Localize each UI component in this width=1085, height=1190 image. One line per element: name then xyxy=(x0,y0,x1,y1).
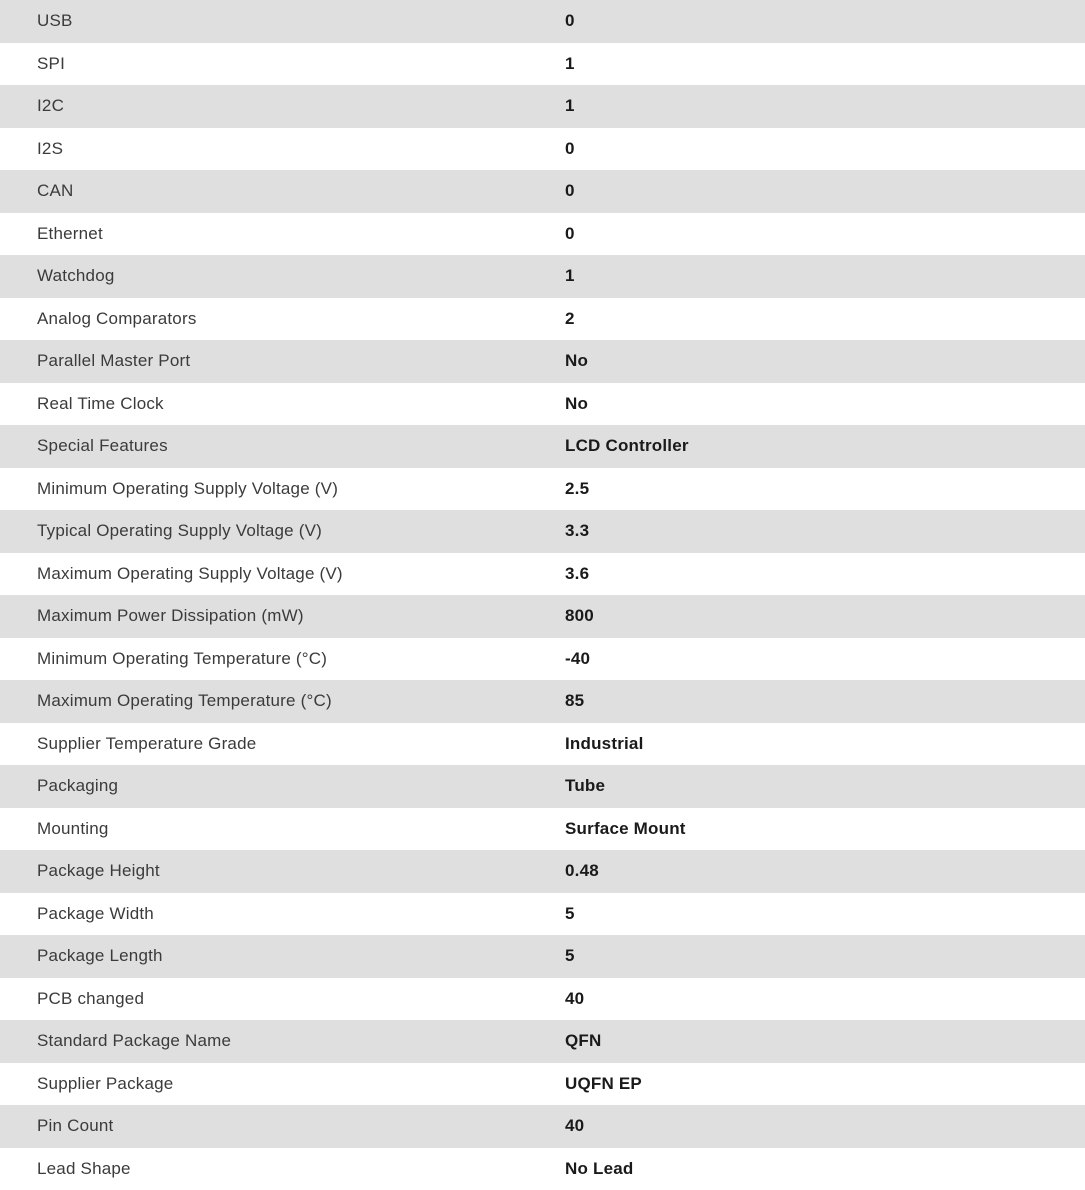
spec-label: Standard Package Name xyxy=(0,1031,565,1051)
spec-label: Lead Shape xyxy=(0,1159,565,1179)
spec-row xyxy=(0,510,1085,553)
spec-label: Analog Comparators xyxy=(0,309,565,329)
spec-value: 85 xyxy=(565,691,584,711)
spec-value: 2.5 xyxy=(565,479,589,499)
spec-value: 0 xyxy=(565,139,575,159)
spec-value: 40 xyxy=(565,989,584,1009)
spec-row xyxy=(0,595,1085,638)
spec-label: Package Length xyxy=(0,946,565,966)
spec-label: USB xyxy=(0,11,565,31)
spec-row xyxy=(0,468,1085,511)
spec-value: Surface Mount xyxy=(565,819,686,839)
spec-row xyxy=(0,1063,1085,1106)
spec-value: LCD Controller xyxy=(565,436,689,456)
spec-row xyxy=(0,0,1085,43)
spec-value: -40 xyxy=(565,649,590,669)
spec-row xyxy=(0,680,1085,723)
spec-row xyxy=(0,850,1085,893)
spec-label: Supplier Package xyxy=(0,1074,565,1094)
spec-value: Tube xyxy=(565,776,605,796)
spec-label: PCB changed xyxy=(0,989,565,1009)
spec-row xyxy=(0,298,1085,341)
spec-row xyxy=(0,723,1085,766)
spec-row xyxy=(0,808,1085,851)
spec-value: 5 xyxy=(565,904,575,924)
spec-row xyxy=(0,43,1085,86)
spec-label: I2S xyxy=(0,139,565,159)
spec-value: 0.48 xyxy=(565,861,599,881)
spec-label: Packaging xyxy=(0,776,565,796)
spec-value: 2 xyxy=(565,309,575,329)
spec-row xyxy=(0,553,1085,596)
spec-value: UQFN EP xyxy=(565,1074,642,1094)
spec-row xyxy=(0,935,1085,978)
spec-label: Package Width xyxy=(0,904,565,924)
spec-label: Real Time Clock xyxy=(0,394,565,414)
spec-label: Special Features xyxy=(0,436,565,456)
spec-value: 1 xyxy=(565,54,575,74)
spec-row xyxy=(0,1020,1085,1063)
spec-label: Typical Operating Supply Voltage (V) xyxy=(0,521,565,541)
spec-row xyxy=(0,213,1085,256)
spec-label: Maximum Operating Temperature (°C) xyxy=(0,691,565,711)
spec-label: I2C xyxy=(0,96,565,116)
spec-label: CAN xyxy=(0,181,565,201)
spec-value: Industrial xyxy=(565,734,644,754)
spec-value: 800 xyxy=(565,606,594,626)
spec-value: No xyxy=(565,351,588,371)
spec-row xyxy=(0,765,1085,808)
spec-label: Maximum Operating Supply Voltage (V) xyxy=(0,564,565,584)
spec-label: SPI xyxy=(0,54,565,74)
spec-value: 0 xyxy=(565,181,575,201)
spec-label: Supplier Temperature Grade xyxy=(0,734,565,754)
spec-row xyxy=(0,893,1085,936)
spec-row xyxy=(0,638,1085,681)
spec-value: 3.3 xyxy=(565,521,589,541)
spec-row xyxy=(0,1105,1085,1148)
spec-label: Watchdog xyxy=(0,266,565,286)
spec-value: QFN xyxy=(565,1031,601,1051)
spec-label: Ethernet xyxy=(0,224,565,244)
spec-label: Pin Count xyxy=(0,1116,565,1136)
spec-value: 3.6 xyxy=(565,564,589,584)
spec-value: 0 xyxy=(565,11,575,31)
spec-label: Minimum Operating Supply Voltage (V) xyxy=(0,479,565,499)
spec-row xyxy=(0,425,1085,468)
spec-row xyxy=(0,85,1085,128)
spec-row xyxy=(0,340,1085,383)
spec-label: Minimum Operating Temperature (°C) xyxy=(0,649,565,669)
spec-value: 1 xyxy=(565,96,575,116)
spec-row xyxy=(0,978,1085,1021)
spec-value: 0 xyxy=(565,224,575,244)
spec-row xyxy=(0,383,1085,426)
spec-value: 1 xyxy=(565,266,575,286)
spec-value: No Lead xyxy=(565,1159,633,1179)
spec-label: Package Height xyxy=(0,861,565,881)
spec-label: Mounting xyxy=(0,819,565,839)
spec-label: Parallel Master Port xyxy=(0,351,565,371)
spec-label: Maximum Power Dissipation (mW) xyxy=(0,606,565,626)
spec-value: 5 xyxy=(565,946,575,966)
spec-row xyxy=(0,128,1085,171)
spec-row xyxy=(0,170,1085,213)
spec-value: No xyxy=(565,394,588,414)
spec-value: 40 xyxy=(565,1116,584,1136)
spec-row xyxy=(0,255,1085,298)
